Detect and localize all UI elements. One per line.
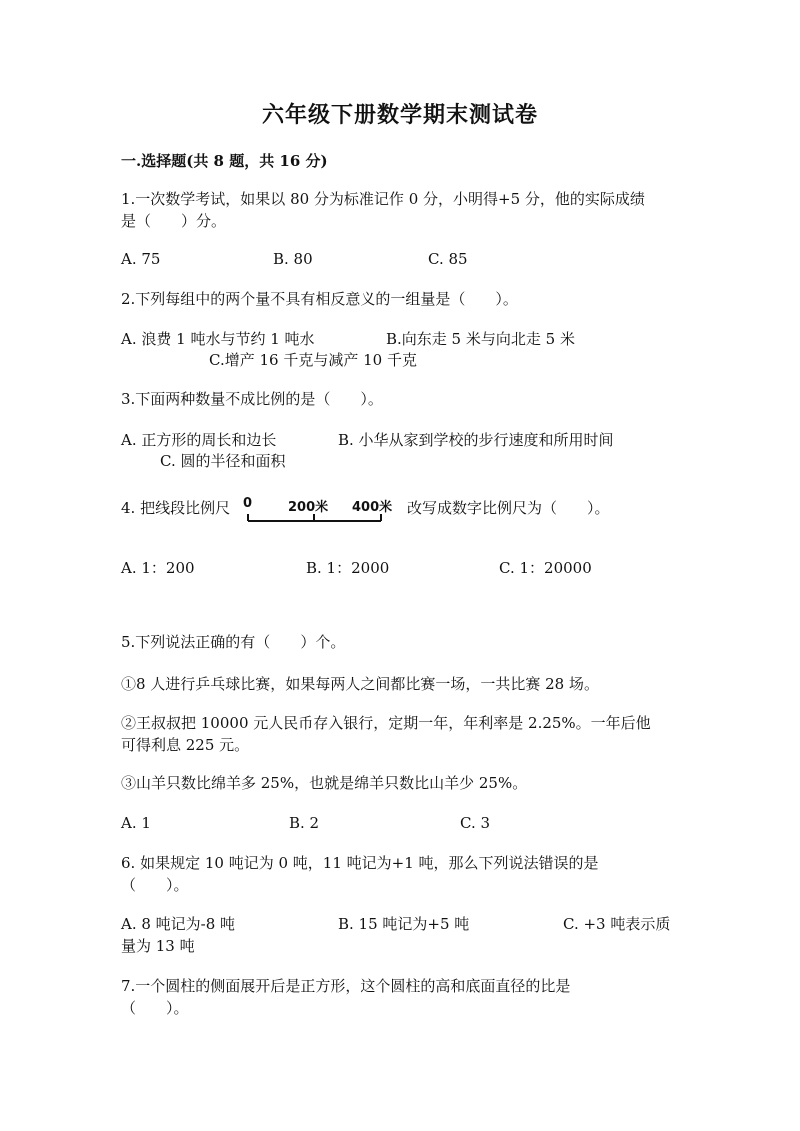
question-5-statement-1: ①8 人进行乒乓球比赛，如果每两人之间都比赛一场，一共比赛 28 场。: [121, 675, 599, 693]
question-2-option-b: B.向东走 5 米与向北走 5 米: [386, 330, 575, 348]
section-heading: 一.选择题(共 8 题，共 16 分): [121, 152, 328, 170]
question-1-text-line2: 是（ ）分。: [121, 212, 227, 230]
question-6-option-c-line2: 量为 13 吨: [121, 937, 195, 955]
question-3-option-c: C. 圆的半径和面积: [160, 452, 286, 470]
question-5-option-b: B. 2: [289, 814, 320, 832]
scale-label-0: 0: [243, 496, 253, 511]
question-4-text-before: 4. 把线段比例尺: [121, 499, 231, 517]
question-5-option-a: A. 1: [121, 814, 151, 832]
question-7-text-line1: 7.一个圆柱的侧面展开后是正方形，这个圆柱的高和底面直径的比是: [121, 977, 571, 995]
scale-tick-200: [313, 514, 315, 521]
question-1-option-c: C. 85: [428, 250, 468, 268]
question-1-option-b: B. 80: [273, 250, 313, 268]
question-5-statement-2-line1: ②王叔叔把 10000 元人民币存入银行，定期一年，年利率是 2.25%。一年后他: [121, 714, 651, 732]
question-3-option-a: A. 正方形的周长和边长: [121, 431, 277, 449]
question-6-option-a: A. 8 吨记为-8 吨: [121, 915, 236, 933]
question-6-text-line1: 6. 如果规定 10 吨记为 0 吨，11 吨记为+1 吨，那么下列说法错误的是: [121, 854, 599, 872]
question-1-option-a: A. 75: [121, 250, 161, 268]
question-2-option-c: C.增产 16 千克与减产 10 千克: [209, 351, 417, 369]
question-2-option-a: A. 浪费 1 吨水与节约 1 吨水: [121, 330, 315, 348]
question-5-statement-2-line2: 可得利息 225 元。: [121, 736, 250, 754]
question-4-option-a: A. 1：200: [121, 559, 195, 577]
question-5-statement-3: ③山羊只数比绵羊多 25%，也就是绵羊只数比山羊少 25%。: [121, 774, 528, 792]
question-7-text-line2: （ ）。: [121, 999, 189, 1017]
question-6-text-line2: （ ）。: [121, 876, 189, 894]
question-1-text-line1: 1.一次数学考试，如果以 80 分为标准记作 0 分，小明得+5 分，他的实际成绩: [121, 190, 645, 208]
question-2-text: 2.下列每组中的两个量不具有相反意义的一组量是（ ）。: [121, 290, 518, 308]
question-4-option-b: B. 1：2000: [306, 559, 390, 577]
page-title: 六年级下册数学期末测试卷: [261, 102, 538, 128]
scale-label-200: 200米: [288, 500, 329, 515]
question-4-option-c: C. 1：20000: [499, 559, 592, 577]
scale-tick-400: [380, 514, 382, 521]
line-scale-figure: [238, 494, 398, 530]
question-3-option-b: B. 小华从家到学校的步行速度和所用时间: [338, 431, 614, 449]
scale-tick-0: [247, 514, 249, 521]
scale-label-400: 400米: [352, 500, 393, 515]
question-6-option-c-line1: C. +3 吨表示质: [563, 915, 671, 933]
question-5-option-c: C. 3: [460, 814, 491, 832]
question-6-option-b: B. 15 吨记为+5 吨: [338, 915, 470, 933]
question-5-text: 5.下列说法正确的有（ ）个。: [121, 633, 346, 651]
question-3-text: 3.下面两种数量不成比例的是（ ）。: [121, 390, 383, 408]
question-4-text-after: 改写成数字比例尺为（ ）。: [407, 499, 610, 517]
